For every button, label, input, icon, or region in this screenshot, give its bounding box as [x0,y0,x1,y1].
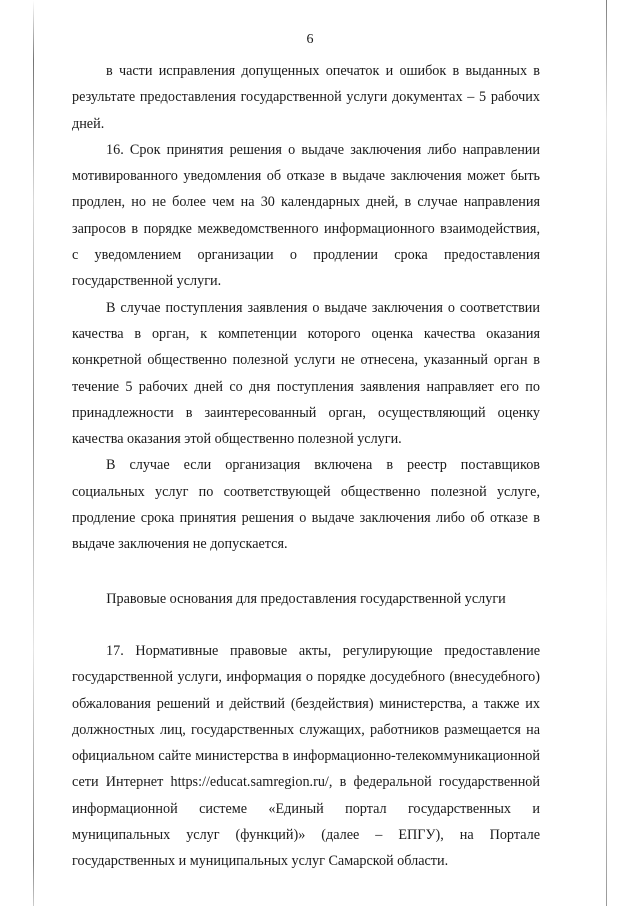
scan-edge-right [606,0,607,906]
paragraph-registry-no-extension: В случае если организация включена в реестр поставщиков социальных услуг по соответствующей общественно полезной услуге, продление срока принятия решения о выдаче заключения либо об отказе в выдаче заключения не допускается. [72,457,540,553]
section-heading-legal-basis: Правовые основания для предоставления государственной услуги [106,590,506,607]
paragraph-17-legal-acts: 17. Нормативные правовые акты, регулирующие предоставление государственной услуги, информация о порядке досудебного (внесудебного) обжалования решений и действий (бездействия) министерства, а также их должностных лиц, государственных служащих, работников размещается на официальном сайте министерства в информационно-телекоммуникационной сети Интернет https://educat.samregion.ru/, в федеральной государственной информационной системе «Единый портал государственных и муниципальных услуг (функций)» (далее – ЕПГУ), на Портале государственных и муниципальных услуг Самарской области. [72,642,540,870]
paragraph-deadline-corrections: в части исправления допущенных опечаток и ошибок в выданных в результате предоставления государственной услуги документах – 5 рабочих дней. [72,63,540,132]
scan-edge-left [33,0,34,906]
document-body [72,58,540,875]
paragraph-wrong-authority: В случае поступления заявления о выдаче заключения о соответствии качества в орган, к компетенции которого оценка качества оказания конкретной общественно полезной услуги не отнесена, указанный орган в течение 5 рабочих дней со дня поступления заявления направляет его по принадлежности в заинтересованный орган, осуществляющий оценку качества оказания этой общественно полезной услуги. [72,299,540,448]
paragraph-16-extension: 16. Срок принятия решения о выдаче заключения либо направлении мотивированного уведомления об отказе в выдаче заключения может быть продлен, но не более чем на 30 календарных дней, в случае направления запросов в порядке межведомственного информационного взаимодействия, с уведомлением организации о продлении срока предоставления государственной услуги. [72,141,540,290]
page-number: 6 [306,32,314,47]
